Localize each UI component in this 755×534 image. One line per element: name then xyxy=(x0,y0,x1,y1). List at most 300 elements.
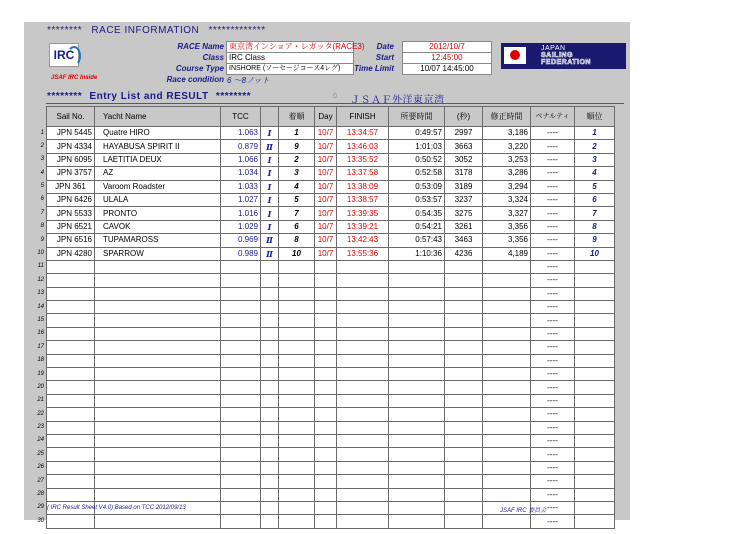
empty-cell[interactable] xyxy=(445,408,483,421)
empty-cell[interactable] xyxy=(445,448,483,461)
empty-cell[interactable] xyxy=(47,461,95,474)
empty-row[interactable] xyxy=(47,515,615,528)
empty-cell[interactable] xyxy=(445,341,483,354)
empty-cell[interactable] xyxy=(315,341,337,354)
penalty-cell[interactable]: ---- xyxy=(531,327,575,340)
empty-cell[interactable] xyxy=(575,354,615,367)
empty-cell[interactable] xyxy=(279,354,315,367)
empty-cell[interactable] xyxy=(315,314,337,327)
empty-cell[interactable] xyxy=(483,488,531,501)
empty-row[interactable] xyxy=(47,488,615,501)
rank-cell[interactable]: 5 xyxy=(575,180,615,193)
empty-cell[interactable] xyxy=(279,394,315,407)
elapsed-cell[interactable]: 1:01:03 xyxy=(389,140,445,153)
empty-cell[interactable] xyxy=(221,421,261,434)
empty-cell[interactable] xyxy=(221,368,261,381)
penalty-cell[interactable]: ---- xyxy=(531,515,575,528)
tcc-cell[interactable]: 1.033 xyxy=(221,180,261,193)
empty-cell[interactable] xyxy=(483,341,531,354)
elapsed-cell[interactable]: 1:10:36 xyxy=(389,247,445,260)
rank-cell[interactable]: 2 xyxy=(575,140,615,153)
elapsed-cell[interactable]: 0:53:57 xyxy=(389,193,445,206)
empty-cell[interactable] xyxy=(221,408,261,421)
empty-cell[interactable] xyxy=(575,408,615,421)
empty-cell[interactable] xyxy=(483,274,531,287)
course-type-value[interactable]: INSHORE (ソーセージコース4レグ) xyxy=(226,63,354,75)
empty-cell[interactable] xyxy=(389,354,445,367)
empty-cell[interactable] xyxy=(337,381,389,394)
empty-row[interactable] xyxy=(47,421,615,434)
day-cell[interactable]: 10/7 xyxy=(315,127,337,140)
empty-cell[interactable] xyxy=(575,488,615,501)
table-row[interactable] xyxy=(47,167,615,180)
finish-cell[interactable]: 13:39:21 xyxy=(337,220,389,233)
empty-cell[interactable] xyxy=(315,421,337,434)
empty-cell[interactable] xyxy=(47,421,95,434)
empty-cell[interactable] xyxy=(389,287,445,300)
empty-cell[interactable] xyxy=(221,448,261,461)
empty-cell[interactable] xyxy=(315,287,337,300)
empty-row[interactable] xyxy=(47,408,615,421)
empty-cell[interactable] xyxy=(575,421,615,434)
empty-row[interactable] xyxy=(47,274,615,287)
empty-cell[interactable] xyxy=(279,501,315,514)
empty-cell[interactable] xyxy=(315,394,337,407)
finish-cell[interactable]: 13:39:35 xyxy=(337,207,389,220)
empty-row[interactable] xyxy=(47,394,615,407)
empty-cell[interactable] xyxy=(95,381,221,394)
empty-cell[interactable] xyxy=(95,488,221,501)
seconds-cell[interactable]: 3663 xyxy=(445,140,483,153)
yacht-name-cell[interactable]: HAYABUSA SPIRIT II xyxy=(95,140,221,153)
empty-cell[interactable] xyxy=(279,260,315,273)
empty-cell[interactable] xyxy=(389,368,445,381)
empty-cell[interactable] xyxy=(337,301,389,314)
empty-cell[interactable] xyxy=(221,434,261,447)
penalty-cell[interactable]: ---- xyxy=(531,207,575,220)
empty-cell[interactable] xyxy=(221,515,261,528)
tcc-cell[interactable]: 0.969 xyxy=(221,234,261,247)
empty-cell[interactable] xyxy=(389,381,445,394)
empty-cell[interactable] xyxy=(315,368,337,381)
empty-cell[interactable] xyxy=(445,394,483,407)
elapsed-cell[interactable]: 0:50:52 xyxy=(389,153,445,166)
seconds-cell[interactable]: 3261 xyxy=(445,220,483,233)
race-name-value[interactable]: 東京湾インショア・レガッタ(RACE3) xyxy=(226,41,354,53)
empty-cell[interactable] xyxy=(483,260,531,273)
empty-cell[interactable] xyxy=(575,341,615,354)
empty-cell[interactable] xyxy=(389,408,445,421)
empty-cell[interactable] xyxy=(279,368,315,381)
empty-cell[interactable] xyxy=(483,327,531,340)
sail-no-cell[interactable]: JPN 6095 xyxy=(47,153,95,166)
empty-cell[interactable] xyxy=(575,434,615,447)
class-cell[interactable]: Ⅰ xyxy=(261,153,279,166)
empty-cell[interactable] xyxy=(389,488,445,501)
empty-row[interactable] xyxy=(47,368,615,381)
empty-cell[interactable] xyxy=(483,475,531,488)
empty-cell[interactable] xyxy=(337,515,389,528)
day-cell[interactable]: 10/7 xyxy=(315,140,337,153)
empty-cell[interactable] xyxy=(261,341,279,354)
corrected-cell[interactable]: 3,286 xyxy=(483,167,531,180)
corrected-cell[interactable]: 3,186 xyxy=(483,127,531,140)
empty-cell[interactable] xyxy=(389,448,445,461)
table-row[interactable] xyxy=(47,234,615,247)
empty-cell[interactable] xyxy=(261,394,279,407)
empty-cell[interactable] xyxy=(261,501,279,514)
seconds-cell[interactable]: 4236 xyxy=(445,247,483,260)
empty-cell[interactable] xyxy=(47,327,95,340)
empty-cell[interactable] xyxy=(315,301,337,314)
empty-cell[interactable] xyxy=(261,274,279,287)
class-cell[interactable]: Ⅰ xyxy=(261,167,279,180)
finish-cell[interactable]: 13:34:57 xyxy=(337,127,389,140)
empty-cell[interactable] xyxy=(483,408,531,421)
empty-cell[interactable] xyxy=(279,327,315,340)
empty-row[interactable] xyxy=(47,260,615,273)
empty-cell[interactable] xyxy=(445,327,483,340)
arrival-cell[interactable]: 3 xyxy=(279,167,315,180)
empty-cell[interactable] xyxy=(575,381,615,394)
empty-cell[interactable] xyxy=(389,461,445,474)
empty-cell[interactable] xyxy=(575,448,615,461)
empty-row[interactable] xyxy=(47,327,615,340)
empty-cell[interactable] xyxy=(445,354,483,367)
empty-cell[interactable] xyxy=(315,327,337,340)
seconds-cell[interactable]: 3189 xyxy=(445,180,483,193)
empty-cell[interactable] xyxy=(47,408,95,421)
empty-cell[interactable] xyxy=(337,394,389,407)
empty-cell[interactable] xyxy=(95,434,221,447)
empty-cell[interactable] xyxy=(315,448,337,461)
penalty-cell[interactable]: ---- xyxy=(531,247,575,260)
empty-cell[interactable] xyxy=(261,488,279,501)
penalty-cell[interactable]: ---- xyxy=(531,448,575,461)
penalty-cell[interactable]: ---- xyxy=(531,234,575,247)
yacht-name-cell[interactable]: ULALA xyxy=(95,193,221,206)
empty-cell[interactable] xyxy=(337,421,389,434)
empty-cell[interactable] xyxy=(337,434,389,447)
empty-cell[interactable] xyxy=(389,327,445,340)
empty-cell[interactable] xyxy=(261,354,279,367)
empty-cell[interactable] xyxy=(221,287,261,300)
table-row[interactable] xyxy=(47,127,615,140)
table-row[interactable] xyxy=(47,180,615,193)
empty-cell[interactable] xyxy=(47,448,95,461)
sail-no-cell[interactable]: JPN 5445 xyxy=(47,127,95,140)
penalty-cell[interactable]: ---- xyxy=(531,153,575,166)
seconds-cell[interactable]: 2997 xyxy=(445,127,483,140)
empty-cell[interactable] xyxy=(221,314,261,327)
day-cell[interactable]: 10/7 xyxy=(315,247,337,260)
tcc-cell[interactable]: 1.016 xyxy=(221,207,261,220)
penalty-cell[interactable]: ---- xyxy=(531,287,575,300)
penalty-cell[interactable]: ---- xyxy=(531,381,575,394)
empty-cell[interactable] xyxy=(389,421,445,434)
empty-cell[interactable] xyxy=(389,341,445,354)
empty-cell[interactable] xyxy=(279,515,315,528)
empty-cell[interactable] xyxy=(389,515,445,528)
empty-cell[interactable] xyxy=(445,434,483,447)
empty-cell[interactable] xyxy=(483,368,531,381)
yacht-name-cell[interactable]: SPARROW xyxy=(95,247,221,260)
empty-cell[interactable] xyxy=(575,287,615,300)
empty-cell[interactable] xyxy=(279,274,315,287)
empty-cell[interactable] xyxy=(221,501,261,514)
corrected-cell[interactable]: 3,327 xyxy=(483,207,531,220)
rank-cell[interactable]: 8 xyxy=(575,220,615,233)
empty-row[interactable] xyxy=(47,301,615,314)
yacht-name-cell[interactable]: Quatre HIRO xyxy=(95,127,221,140)
arrival-cell[interactable]: 4 xyxy=(279,180,315,193)
empty-row[interactable] xyxy=(47,475,615,488)
empty-cell[interactable] xyxy=(575,301,615,314)
table-row[interactable] xyxy=(47,220,615,233)
empty-cell[interactable] xyxy=(95,327,221,340)
empty-cell[interactable] xyxy=(47,354,95,367)
penalty-cell[interactable]: ---- xyxy=(531,180,575,193)
penalty-cell[interactable]: ---- xyxy=(531,434,575,447)
empty-cell[interactable] xyxy=(445,488,483,501)
empty-cell[interactable] xyxy=(575,461,615,474)
class-value[interactable]: IRC Class xyxy=(226,52,354,64)
day-cell[interactable]: 10/7 xyxy=(315,153,337,166)
empty-cell[interactable] xyxy=(47,287,95,300)
arrival-cell[interactable]: 2 xyxy=(279,153,315,166)
empty-cell[interactable] xyxy=(47,368,95,381)
yacht-name-cell[interactable]: CAVOK xyxy=(95,220,221,233)
rank-cell[interactable]: 3 xyxy=(575,153,615,166)
empty-cell[interactable] xyxy=(575,501,615,514)
empty-cell[interactable] xyxy=(95,274,221,287)
corrected-cell[interactable]: 3,253 xyxy=(483,153,531,166)
sail-no-cell[interactable]: JPN 5533 xyxy=(47,207,95,220)
empty-cell[interactable] xyxy=(95,461,221,474)
corrected-cell[interactable]: 3,356 xyxy=(483,220,531,233)
empty-cell[interactable] xyxy=(389,260,445,273)
empty-cell[interactable] xyxy=(261,421,279,434)
empty-cell[interactable] xyxy=(575,515,615,528)
class-cell[interactable]: Ⅱ xyxy=(261,247,279,260)
corrected-cell[interactable]: 3,356 xyxy=(483,234,531,247)
tcc-cell[interactable]: 1.029 xyxy=(221,220,261,233)
empty-cell[interactable] xyxy=(315,260,337,273)
penalty-cell[interactable]: ---- xyxy=(531,341,575,354)
day-cell[interactable]: 10/7 xyxy=(315,180,337,193)
elapsed-cell[interactable]: 0:57:43 xyxy=(389,234,445,247)
empty-cell[interactable] xyxy=(315,488,337,501)
empty-cell[interactable] xyxy=(337,461,389,474)
corrected-cell[interactable]: 3,220 xyxy=(483,140,531,153)
empty-cell[interactable] xyxy=(47,260,95,273)
sail-no-cell[interactable]: JPN 361 xyxy=(47,180,95,193)
empty-cell[interactable] xyxy=(221,381,261,394)
tcc-cell[interactable]: 0.879 xyxy=(221,140,261,153)
penalty-cell[interactable]: ---- xyxy=(531,488,575,501)
empty-cell[interactable] xyxy=(221,260,261,273)
empty-cell[interactable] xyxy=(47,341,95,354)
empty-cell[interactable] xyxy=(483,394,531,407)
empty-cell[interactable] xyxy=(483,421,531,434)
empty-cell[interactable] xyxy=(95,448,221,461)
empty-cell[interactable] xyxy=(95,341,221,354)
empty-cell[interactable] xyxy=(315,501,337,514)
empty-cell[interactable] xyxy=(337,488,389,501)
elapsed-cell[interactable]: 0:52:58 xyxy=(389,167,445,180)
empty-cell[interactable] xyxy=(337,368,389,381)
rank-cell[interactable]: 1 xyxy=(575,127,615,140)
empty-cell[interactable] xyxy=(337,475,389,488)
empty-cell[interactable] xyxy=(445,475,483,488)
penalty-cell[interactable]: ---- xyxy=(531,354,575,367)
empty-cell[interactable] xyxy=(221,301,261,314)
empty-cell[interactable] xyxy=(575,260,615,273)
empty-cell[interactable] xyxy=(261,381,279,394)
empty-cell[interactable] xyxy=(445,515,483,528)
arrival-cell[interactable]: 6 xyxy=(279,220,315,233)
sail-no-cell[interactable]: JPN 6516 xyxy=(47,234,95,247)
class-cell[interactable]: Ⅱ xyxy=(261,140,279,153)
penalty-cell[interactable]: ---- xyxy=(531,461,575,474)
empty-cell[interactable] xyxy=(47,274,95,287)
finish-cell[interactable]: 13:38:57 xyxy=(337,193,389,206)
empty-cell[interactable] xyxy=(261,314,279,327)
corrected-cell[interactable]: 3,294 xyxy=(483,180,531,193)
elapsed-cell[interactable]: 0:54:21 xyxy=(389,220,445,233)
empty-cell[interactable] xyxy=(221,394,261,407)
tcc-cell[interactable]: 1.066 xyxy=(221,153,261,166)
empty-row[interactable] xyxy=(47,461,615,474)
empty-cell[interactable] xyxy=(279,287,315,300)
empty-cell[interactable] xyxy=(279,488,315,501)
empty-cell[interactable] xyxy=(575,368,615,381)
arrival-cell[interactable]: 10 xyxy=(279,247,315,260)
empty-cell[interactable] xyxy=(445,301,483,314)
empty-cell[interactable] xyxy=(95,354,221,367)
empty-cell[interactable] xyxy=(445,381,483,394)
empty-row[interactable] xyxy=(47,354,615,367)
empty-cell[interactable] xyxy=(221,488,261,501)
table-row[interactable] xyxy=(47,140,615,153)
empty-cell[interactable] xyxy=(575,314,615,327)
empty-cell[interactable] xyxy=(221,461,261,474)
empty-cell[interactable] xyxy=(389,475,445,488)
empty-cell[interactable] xyxy=(389,274,445,287)
rank-cell[interactable]: 9 xyxy=(575,234,615,247)
empty-cell[interactable] xyxy=(95,515,221,528)
empty-cell[interactable] xyxy=(95,475,221,488)
empty-cell[interactable] xyxy=(95,421,221,434)
empty-cell[interactable] xyxy=(279,408,315,421)
sail-no-cell[interactable]: JPN 4280 xyxy=(47,247,95,260)
empty-cell[interactable] xyxy=(445,274,483,287)
empty-row[interactable] xyxy=(47,287,615,300)
elapsed-cell[interactable]: 0:54:35 xyxy=(389,207,445,220)
empty-cell[interactable] xyxy=(337,408,389,421)
sail-no-cell[interactable]: JPN 3757 xyxy=(47,167,95,180)
empty-row[interactable] xyxy=(47,448,615,461)
day-cell[interactable]: 10/7 xyxy=(315,234,337,247)
penalty-cell[interactable]: ---- xyxy=(531,368,575,381)
empty-cell[interactable] xyxy=(445,314,483,327)
empty-cell[interactable] xyxy=(47,301,95,314)
finish-cell[interactable]: 13:38:09 xyxy=(337,180,389,193)
empty-cell[interactable] xyxy=(47,381,95,394)
class-cell[interactable]: Ⅰ xyxy=(261,207,279,220)
empty-cell[interactable] xyxy=(337,354,389,367)
class-cell[interactable]: Ⅰ xyxy=(261,193,279,206)
class-cell[interactable]: Ⅰ xyxy=(261,220,279,233)
penalty-cell[interactable]: ---- xyxy=(531,475,575,488)
finish-cell[interactable]: 13:46:03 xyxy=(337,140,389,153)
empty-cell[interactable] xyxy=(483,434,531,447)
empty-cell[interactable] xyxy=(47,394,95,407)
empty-cell[interactable] xyxy=(261,408,279,421)
empty-row[interactable] xyxy=(47,434,615,447)
tcc-cell[interactable]: 1.063 xyxy=(221,127,261,140)
empty-cell[interactable] xyxy=(337,448,389,461)
empty-cell[interactable] xyxy=(279,461,315,474)
class-cell[interactable]: Ⅱ xyxy=(261,234,279,247)
class-cell[interactable]: Ⅰ xyxy=(261,127,279,140)
empty-row[interactable] xyxy=(47,314,615,327)
empty-cell[interactable] xyxy=(483,301,531,314)
empty-cell[interactable] xyxy=(261,475,279,488)
penalty-cell[interactable]: ---- xyxy=(531,220,575,233)
time-limit-value[interactable]: 10/07 14:45:00 xyxy=(402,63,492,75)
empty-cell[interactable] xyxy=(261,515,279,528)
empty-cell[interactable] xyxy=(337,501,389,514)
empty-cell[interactable] xyxy=(315,515,337,528)
arrival-cell[interactable]: 7 xyxy=(279,207,315,220)
empty-cell[interactable] xyxy=(261,461,279,474)
empty-cell[interactable] xyxy=(483,287,531,300)
elapsed-cell[interactable]: 0:49:57 xyxy=(389,127,445,140)
sail-no-cell[interactable]: JPN 4334 xyxy=(47,140,95,153)
empty-cell[interactable] xyxy=(261,327,279,340)
empty-cell[interactable] xyxy=(389,501,445,514)
arrival-cell[interactable]: 9 xyxy=(279,140,315,153)
seconds-cell[interactable]: 3463 xyxy=(445,234,483,247)
penalty-cell[interactable]: ---- xyxy=(531,314,575,327)
empty-cell[interactable] xyxy=(315,354,337,367)
day-cell[interactable]: 10/7 xyxy=(315,220,337,233)
empty-cell[interactable] xyxy=(221,274,261,287)
day-cell[interactable]: 10/7 xyxy=(315,207,337,220)
tcc-cell[interactable]: 0.989 xyxy=(221,247,261,260)
seconds-cell[interactable]: 3178 xyxy=(445,167,483,180)
empty-cell[interactable] xyxy=(445,287,483,300)
empty-cell[interactable] xyxy=(337,327,389,340)
empty-cell[interactable] xyxy=(483,354,531,367)
corrected-cell[interactable]: 3,324 xyxy=(483,193,531,206)
empty-row[interactable] xyxy=(47,381,615,394)
finish-cell[interactable]: 13:55:36 xyxy=(337,247,389,260)
empty-cell[interactable] xyxy=(575,274,615,287)
arrival-cell[interactable]: 8 xyxy=(279,234,315,247)
start-value[interactable]: 12:45:00 xyxy=(402,52,492,64)
empty-row[interactable] xyxy=(47,341,615,354)
empty-cell[interactable] xyxy=(445,421,483,434)
empty-cell[interactable] xyxy=(95,314,221,327)
penalty-cell[interactable]: ---- xyxy=(531,394,575,407)
penalty-cell[interactable]: ---- xyxy=(531,127,575,140)
day-cell[interactable]: 10/7 xyxy=(315,193,337,206)
empty-cell[interactable] xyxy=(483,381,531,394)
empty-cell[interactable] xyxy=(221,327,261,340)
empty-cell[interactable] xyxy=(483,448,531,461)
